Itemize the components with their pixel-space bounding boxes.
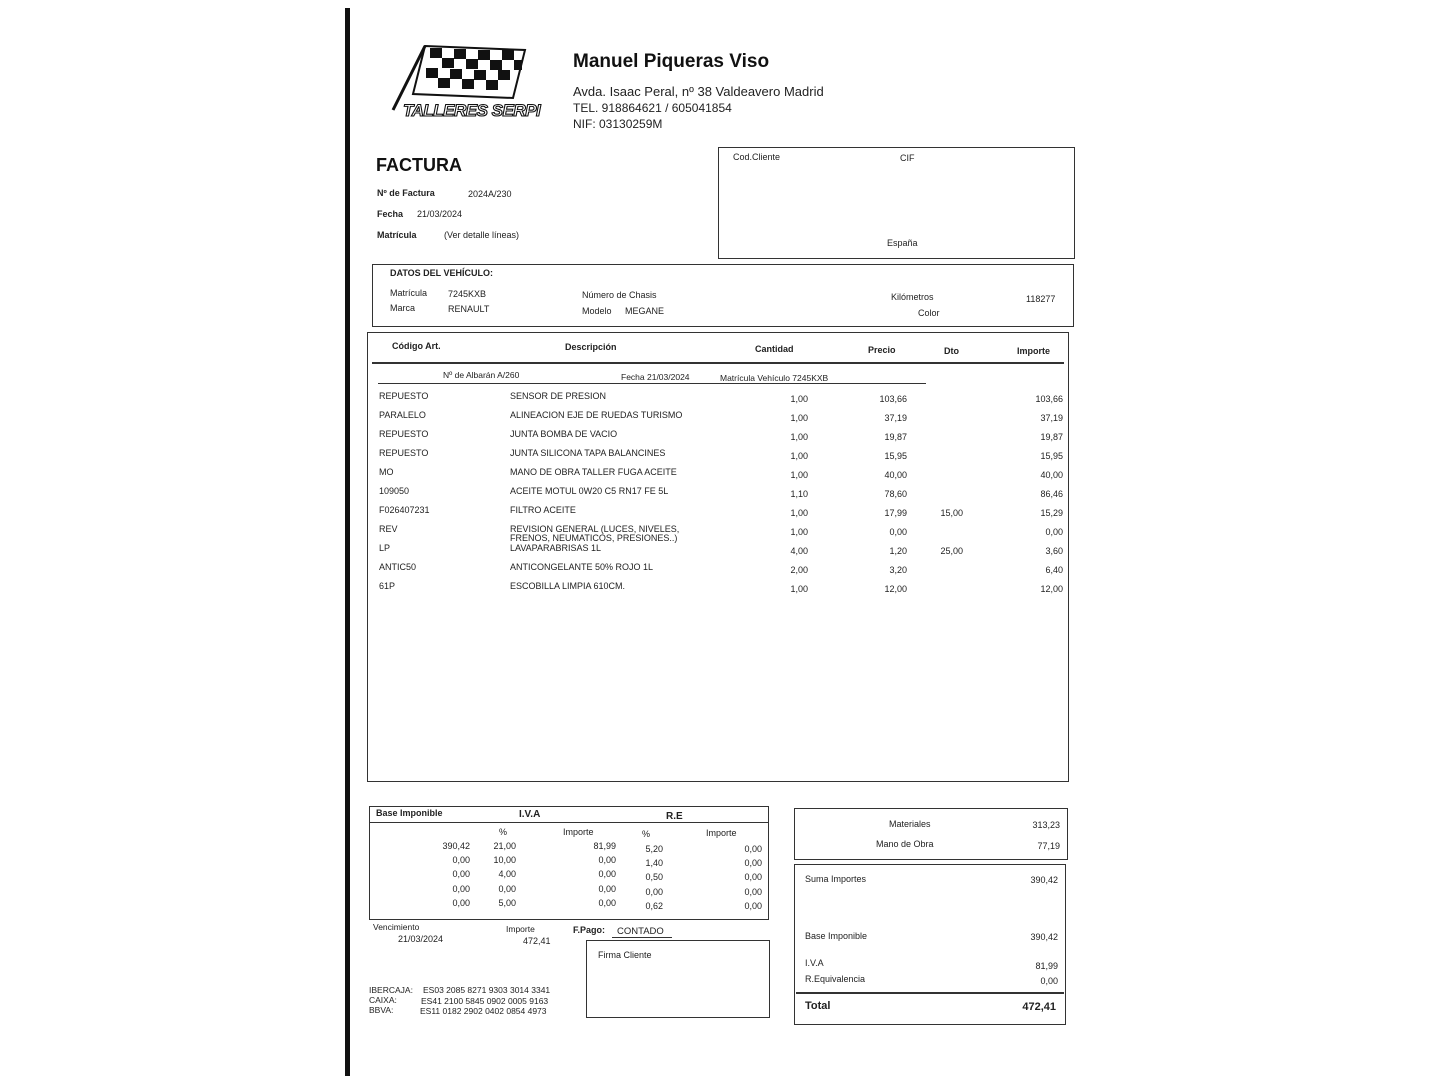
item-amount: 86,46: [1040, 489, 1063, 499]
item-code: MO: [379, 467, 394, 477]
item-desc: ANTICONGELANTE 50% ROJO 1L: [510, 562, 654, 572]
labor-value: 77,19: [1037, 841, 1060, 851]
item-desc: SENSOR DE PRESION: [510, 391, 607, 401]
materials-value: 313,23: [1032, 820, 1060, 830]
payment-method-underline: [612, 937, 672, 938]
tax-re-pct: 5,20: [645, 844, 663, 854]
invoice-number-label: Nº de Factura: [377, 188, 435, 198]
item-qty: 1,10: [790, 489, 808, 499]
materials-label: Materiales: [889, 819, 931, 829]
item-amount: 12,00: [1040, 584, 1063, 594]
item-amount: 0,00: [1045, 527, 1063, 537]
tax-base: 0,00: [452, 884, 470, 894]
item-qty: 1,00: [790, 394, 808, 404]
tax-iva-imp: 0,00: [598, 884, 616, 894]
tax-iva-pct: 10,00: [493, 855, 516, 865]
invoice-number: 2024A/230: [468, 189, 512, 199]
tax-iva-pct-label: %: [499, 827, 508, 837]
tax-re-label: R.E: [666, 811, 683, 822]
tax-iva-pct: 4,00: [498, 869, 516, 879]
iva-value: 81,99: [1035, 961, 1058, 971]
vehicle-brand-label: Marca: [390, 303, 416, 313]
tax-re-pct: 0,50: [645, 872, 663, 882]
item-price: 17,99: [884, 508, 907, 518]
item-price: 3,20: [889, 565, 907, 575]
item-price: 37,19: [884, 413, 907, 423]
tax-iva-pct: 21,00: [493, 841, 516, 851]
tax-iva-label: I.V.A: [519, 809, 541, 820]
tax-iva-imp: 0,00: [598, 855, 616, 865]
item-qty: 1,00: [790, 432, 808, 442]
payment-method-label: F.Pago:: [573, 925, 606, 935]
materials-box: [794, 808, 1068, 860]
base-label: Base Imponible: [805, 931, 868, 941]
tax-base: 0,00: [452, 898, 470, 908]
tax-re-imp: 0,00: [744, 872, 762, 882]
invoice-title: FACTURA: [376, 155, 462, 175]
vehicle-chassis-label: Número de Chasis: [582, 290, 657, 300]
item-amount: 15,95: [1040, 451, 1063, 461]
item-code: ANTIC50: [379, 562, 417, 572]
header-amount: Importe: [1017, 346, 1051, 356]
company-address: Avda. Isaac Peral, nº 38 Valdeavero Madrid: [573, 84, 824, 99]
page-edge: [345, 8, 350, 1076]
client-cif-label: CIF: [900, 153, 915, 163]
invoice-date: 21/03/2024: [417, 209, 463, 219]
tax-header-divider: [369, 822, 769, 823]
item-amount: 103,66: [1035, 394, 1063, 404]
item-price: 12,00: [884, 584, 907, 594]
tax-re-imp: 0,00: [744, 901, 762, 911]
item-amount: 6,40: [1045, 565, 1063, 575]
vehicle-section-title: DATOS DEL VEHÍCULO:: [390, 268, 494, 278]
item-desc: REVISION GENERAL (LUCES, NIVELES,: [510, 524, 680, 534]
item-amount: 40,00: [1040, 470, 1063, 480]
due-label: Vencimiento: [373, 922, 420, 932]
item-desc: ESCOBILLA LIMPIA 610CM.: [510, 581, 626, 591]
labor-label: Mano de Obra: [876, 839, 934, 849]
item-desc: MANO DE OBRA TALLER FUGA ACEITE: [510, 467, 677, 477]
tax-iva-imp: 0,00: [598, 869, 616, 879]
company-phone: TEL. 918864621 / 605041854: [573, 101, 732, 115]
iva-label: I.V.A: [805, 958, 824, 968]
item-desc: FILTRO ACEITE: [510, 505, 576, 515]
item-dto: 25,00: [940, 546, 963, 556]
total-value: 472,41: [1022, 1001, 1056, 1013]
item-price: 0,00: [889, 527, 907, 537]
company-name: Manuel Piqueras Viso: [573, 51, 770, 72]
header-quantity: Cantidad: [755, 344, 794, 354]
item-qty: 4,00: [790, 546, 808, 556]
header-price: Precio: [868, 345, 896, 355]
tax-base: 0,00: [452, 855, 470, 865]
item-qty: 1,00: [790, 413, 808, 423]
total-divider: [796, 992, 1064, 994]
req-label: R.Equivalencia: [805, 974, 866, 984]
item-desc-line2: FRENOS, NEUMATICOS, PRESIONES..): [510, 533, 678, 543]
item-desc: ACEITE MOTUL 0W20 C5 RN17 FE 5L: [510, 486, 669, 496]
albaran-plate: Matrícula Vehículo 7245KXB: [720, 373, 829, 383]
invoice-date-label: Fecha: [377, 209, 404, 219]
payment-importe-label: Importe: [506, 924, 535, 934]
header-code: Código Art.: [392, 341, 441, 351]
tax-iva-imp: 81,99: [593, 841, 616, 851]
sum-value: 390,42: [1030, 875, 1058, 885]
payment-method: CONTADO: [617, 926, 664, 937]
bank-ibercaja-name: IBERCAJA:: [369, 985, 413, 995]
item-price: 19,87: [884, 432, 907, 442]
item-desc: LAVAPARABRISAS 1L: [510, 543, 602, 553]
item-dto: 15,00: [940, 508, 963, 518]
item-code: F026407231: [379, 505, 430, 515]
item-qty: 1,00: [790, 470, 808, 480]
tax-re-pct: 0,62: [645, 901, 663, 911]
item-amount: 3,60: [1045, 546, 1063, 556]
vehicle-model: MEGANE: [625, 306, 665, 316]
vehicle-plate-label: Matrícula: [390, 288, 428, 298]
item-desc: ALINEACION EJE DE RUEDAS TURISMO: [510, 410, 683, 420]
item-amount: 15,29: [1040, 508, 1063, 518]
item-amount: 37,19: [1040, 413, 1063, 423]
item-desc: JUNTA SILICONA TAPA BALANCINES: [510, 448, 666, 458]
client-code-label: Cod.Cliente: [733, 152, 781, 162]
item-code: 61P: [379, 581, 396, 591]
due-date: 21/03/2024: [398, 934, 444, 944]
bank-caixa-name: CAIXA:: [369, 995, 397, 1005]
tax-re-imp: 0,00: [744, 858, 762, 868]
item-amount: 19,87: [1040, 432, 1063, 442]
albaran-underline: [378, 383, 926, 384]
logo-text: TALLERES SERPI: [403, 101, 541, 120]
vehicle-model-label: Modelo: [582, 306, 612, 316]
vehicle-plate: 7245KXB: [448, 289, 487, 299]
tax-re-pct: 1,40: [645, 858, 663, 868]
invoice-plate-label: Matrícula: [377, 230, 417, 240]
company-logo: [385, 38, 560, 130]
base-value: 390,42: [1030, 932, 1058, 942]
vehicle-km: 118277: [1026, 294, 1056, 304]
bank-ibercaja-iban: ES03 2085 8271 9303 3014 3341: [423, 985, 551, 995]
vehicle-color-label: Color: [918, 308, 940, 318]
albaran-number: Nº de Albarán A/260: [443, 370, 520, 380]
sum-label: Suma Importes: [805, 874, 867, 884]
item-code: REPUESTO: [379, 391, 429, 401]
signature-label: Firma Cliente: [598, 950, 652, 960]
item-price: 40,00: [884, 470, 907, 480]
item-code: REPUESTO: [379, 429, 429, 439]
item-qty: 1,00: [790, 508, 808, 518]
header-discount: Dto: [944, 346, 959, 356]
payment-importe: 472,41: [523, 936, 551, 946]
invoice-plate-value: (Ver detalle líneas): [444, 230, 520, 240]
tax-base: 0,00: [452, 869, 470, 879]
client-country: España: [887, 238, 918, 248]
company-nif: NIF: 03130259M: [573, 117, 663, 131]
tax-re-pct-label: %: [642, 829, 651, 839]
bank-bbva-iban: ES11 0182 2902 0402 0854 4973: [420, 1006, 547, 1016]
total-label: Total: [805, 1000, 831, 1012]
req-value: 0,00: [1040, 976, 1058, 986]
item-code: LP: [379, 543, 391, 553]
item-qty: 1,00: [790, 527, 808, 537]
item-desc: JUNTA BOMBA DE VACIO: [510, 429, 618, 439]
tax-iva-pct: 0,00: [498, 884, 516, 894]
item-qty: 1,00: [790, 584, 808, 594]
tax-base-label: Base Imponible: [376, 808, 443, 818]
item-price: 103,66: [879, 394, 907, 404]
tax-re-imp: 0,00: [744, 844, 762, 854]
item-price: 78,60: [884, 489, 907, 499]
header-description: Descripción: [565, 342, 617, 352]
tax-iva-pct: 5,00: [498, 898, 516, 908]
item-code: REV: [379, 524, 398, 534]
item-price: 15,95: [884, 451, 907, 461]
tax-iva-importe-label: Importe: [563, 827, 594, 837]
tax-re-importe-label: Importe: [706, 828, 737, 838]
items-header-divider: [372, 362, 1064, 364]
item-qty: 2,00: [790, 565, 808, 575]
tax-iva-imp: 0,00: [598, 898, 616, 908]
item-code: REPUESTO: [379, 448, 429, 458]
item-code: 109050: [379, 486, 410, 496]
albaran-date: Fecha 21/03/2024: [621, 372, 690, 382]
tax-base: 390,42: [442, 841, 470, 851]
item-price: 1,20: [889, 546, 907, 556]
tax-re-imp: 0,00: [744, 887, 762, 897]
vehicle-brand: RENAULT: [448, 304, 490, 314]
vehicle-km-label: Kilómetros: [891, 292, 934, 302]
bank-caixa-iban: ES41 2100 5845 0902 0005 9163: [421, 996, 549, 1006]
tax-re-pct: 0,00: [645, 887, 663, 897]
item-qty: 1,00: [790, 451, 808, 461]
item-code: PARALELO: [379, 410, 426, 420]
bank-bbva-name: BBVA:: [369, 1005, 394, 1015]
